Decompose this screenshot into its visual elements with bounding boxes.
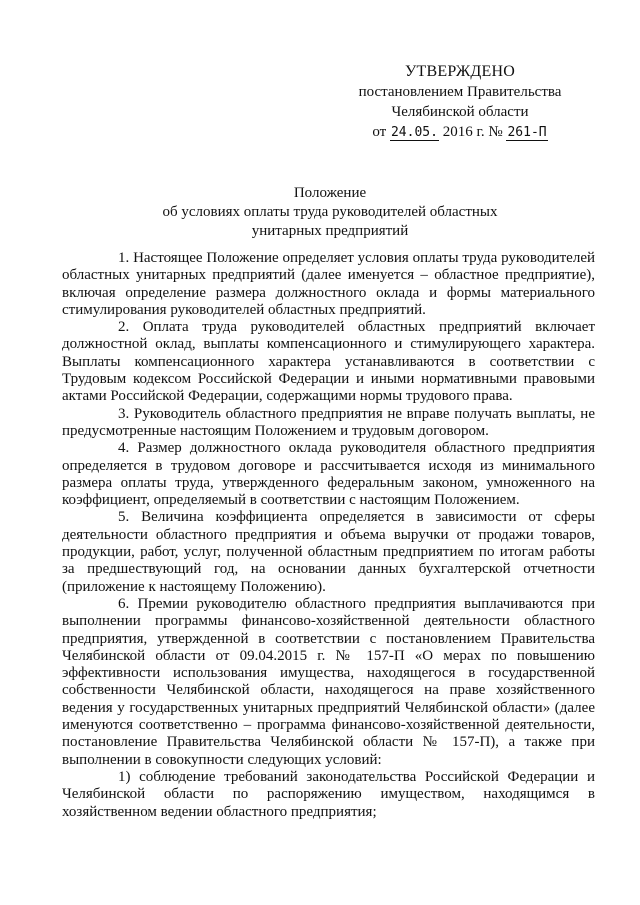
paragraph-6-item-1: 1) соблюдение требований законодательства Российской Федерации и Челябинской области по распоряжению имуществом, находящимся в хозяйственном ведении областного предприятия;: [62, 768, 595, 820]
paragraph-6: 6. Премии руководителю областного предприятия выплачиваются при выполнении программы финансово-хозяйственной деятельности областного предприятия, утвержденной в соответствии с постановлением Правительства Челябинской области от 09.04.2015 г. № 157-П «О мерах по повышению эффективности использования имущества, находящегося в государственной собственности Челябинской области, находящегося на праве хозяйственного ведения у государственных унитарных предприятий Челябинской области» (далее именуются соответственно – программа финансово-хозяйственной деятельности, постановление Правительства Челябинской области № 157-П), а также при выполнении в совокупности следующих условий:: [62, 595, 595, 768]
approval-number: 261-П: [507, 125, 547, 140]
approval-date-prefix: от: [372, 124, 387, 140]
approval-authority: постановлением Правительства: [358, 84, 562, 100]
approval-block: [340, 62, 580, 143]
approval-heading: УТВЕРЖДЕНО: [404, 63, 515, 80]
document-title: [80, 184, 580, 241]
paragraph-2: 2. Оплата труда руководителей областных предприятий включает должностной оклад, выплаты компенсационного и стимулирующего характера. Выплаты компенсационного характера устанавливаются в соответствии с Трудовым кодексом Российской Федерации и иными нормативными правовыми актами Российской Федерации, содержащими нормы трудового права.: [62, 319, 595, 405]
title-line-1: Положение: [293, 185, 367, 201]
approval-date-line: [340, 122, 580, 143]
title-line-2: об условиях оплаты труда руководителей областных: [162, 204, 498, 220]
title-line-3: унитарных предприятий: [251, 223, 409, 239]
paragraph-1: 1. Настоящее Положение определяет условия оплаты труда руководителей областных унитарных предприятий (далее именуется – областное предприятие), включая определение размера должностного оклада и формы материального стимулирования руководителей областных предприятий.: [62, 250, 595, 318]
approval-year: 2016 г. №: [442, 124, 503, 140]
document-body: [62, 250, 595, 821]
approval-region: Челябинской области: [391, 104, 529, 120]
paragraph-3: 3. Руководитель областного предприятия не вправе получать выплаты, не предусмотренные настоящим Положением и трудовым договором.: [62, 405, 595, 439]
paragraph-4: 4. Размер должностного оклада руководителя областного предприятия определяется в трудовом договоре и рассчитывается исходя из минимального размера оплаты труда, утвержденного федеральным законом, умноженного на коэффициент, определяемый в соответствии с настоящим Положением.: [62, 440, 595, 509]
approval-date: 24.05.: [390, 125, 438, 140]
paragraph-5: 5. Величина коэффициента определяется в зависимости от сферы деятельности областного предприятия и объема выручки от продажи товаров, продукции, работ, услуг, полученной областным предприятием по итогам работы за предшествующий год, на основании данных бухгалтерской отчетности (приложение к настоящему Положению).: [62, 509, 595, 595]
